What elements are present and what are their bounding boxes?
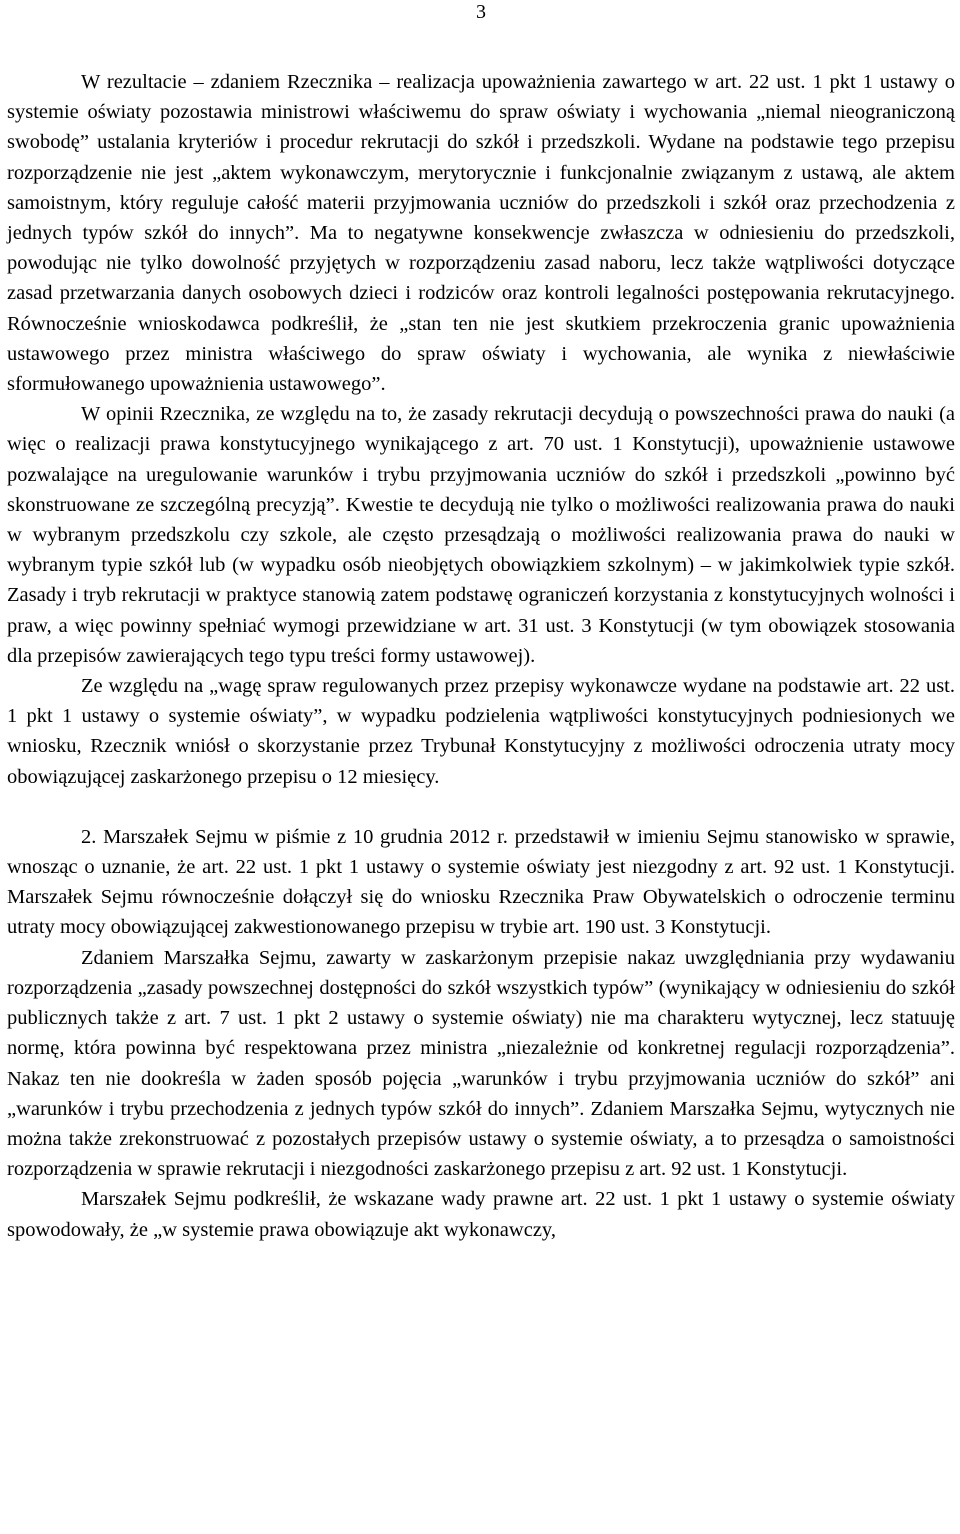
paragraph-rpo-opinion: W opinii Rzecznika, ze względu na to, że zasady rekrutacji decydują o powszechności prawa do nauki (a więc o realizacji prawa konstytucyjnego wynikającego z art. 70 ust. 1 Konstytucji), upoważnienie ustawowe pozwalające na uregulowanie warunków i trybu przyjmowania uczniów do szkół i przedszkoli „powinno być skonstruowane ze szczególną precyzją”. Kwestie te decydują nie tylko o możliwości realizowania prawa do nauki w wybranym przedszkolu czy szkole, ale często przesądzają o możliwości realizowania prawa do nauki w wybranym typie szkół lub (w wypadku osób nieobjętych obowiązkiem szkolnym) – w jakimkolwiek typie szkół. Zasady i tryb rekrutacji w praktyce stanowią zatem podstawę ograniczeń korzystania z konstytucyjnych wolności i praw, a więc powinny spełniać wymogi przewidziane w art. 31 ust. 3 Konstytucji (w tym obowiązek stosowania dla przepisów zawierających tego typu treści formy ustawowej).: [7, 403, 955, 667]
paragraph-marshal-position: 2. Marszałek Sejmu w piśmie z 10 grudnia 2012 r. przedstawił w imieniu Sejmu stanowisko w sprawie, wnosząc o uznanie, że art. 22 ust. 1 pkt 1 ustawy o systemie oświaty jest niezgodny z art. 92 ust. 1 Konstytucji. Marszałek Sejmu równocześnie dołączył się do wniosku Rzecznika Praw Obywatelskich o odroczenie terminu utraty mocy obowiązującej zakwestionowanego przepisu w trybie art. 190 ust. 3 Konstytucji.: [7, 825, 955, 939]
paragraph-rpo-deferral: Ze względu na „wagę spraw regulowanych przez przepisy wykonawcze wydane na podstawie art. 22 ust. 1 pkt 1 ustawy o systemie oświaty”, w wypadku podzielenia wątpliwości konstytucyjnych podniesionych we wniosku, Rzecznik wniósł o skorzystanie przez Trybunał Konstytucyjny z możliwości odroczenia utraty mocy obowiązującej zaskarżonego przepisu o 12 miesięcy.: [7, 675, 955, 788]
page-number: 3: [476, 1, 486, 23]
document-body: [7, 67, 955, 1245]
paragraph-marshal-opinion: Zdaniem Marszałka Sejmu, zawarty w zaskarżonym przepisie nakaz uwzględniania przy wydawaniu rozporządzenia „zasady powszechnej dostępności do szkół wszystkich typów” (wynikający w odniesieniu do szkół publicznych także z art. 7 ust. 1 pkt 2 ustawy o systemie oświaty) nie ma charakteru wytycznej, lecz statuuję normę, która powinna być respektowana przez ministra „niezależnie od konkretnej regulacji rozporządzenia”. Nakaz ten nie dookreśla w żaden sposób pojęcia „warunków i trybu przyjmowania uczniów do szkół” ani „warunków i trybu przechodzenia z jednych typów szkół do innych”. Zdaniem Marszałka Sejmu, wytycznych nie można także zrekonstruować z pozostałych przepisów ustawy o systemie oświaty, a to przesądza o samoistności rozporządzenia w sprawie rekrutacji i niezgodności zaskarżonego przepisu z art. 92 ust. 1 Konstytucji.: [7, 946, 955, 1181]
paragraph-marshal-emphasis: Marszałek Sejmu podkreślił, że wskazane wady prawne art. 22 ust. 1 pkt 1 ustawy o systemie oświaty spowodowały, że „w systemie prawa obowiązuje akt wykonawczy,: [7, 1188, 955, 1241]
paragraph-rpo-conclusion: W rezultacie – zdaniem Rzecznika – realizacja upoważnienia zawartego w art. 22 ust. 1 pkt 1 ustawy o systemie oświaty pozostawia ministrowi właściwemu do spraw oświaty i wychowania „niemal nieograniczoną swobodę” ustalania kryteriów i procedur rekrutacji do szkół i przedszkoli. Wydane na podstawie tego przepisu rozporządzenie nie jest „aktem wykonawczym, merytorycznie i funkcjonalnie związanym z ustawą, ale aktem samoistnym, który reguluje całość materii przyjmowania uczniów do przedszkoli i szkół oraz przechodzenia z jednych typów szkół do innych”. Ma to negatywne konsekwencje zwłaszcza w odniesieniu do przedszkoli, powodując nie tylko dowolność przyjętych w rozporządzeniu zasad naboru, lecz także wątpliwości dotyczące zasad przetwarzania danych osobowych dzieci i rodziców oraz kontroli legalności postępowania rekrutacyjnego. Równocześnie wnioskodawca podkreślił, że „stan ten nie jest skutkiem przekroczenia granic upoważnienia ustawowego przez ministra właściwego do spraw oświaty i wychowania, ale wynika z niewłaściwie sformułowanego upoważnienia ustawowego”.: [7, 71, 955, 396]
